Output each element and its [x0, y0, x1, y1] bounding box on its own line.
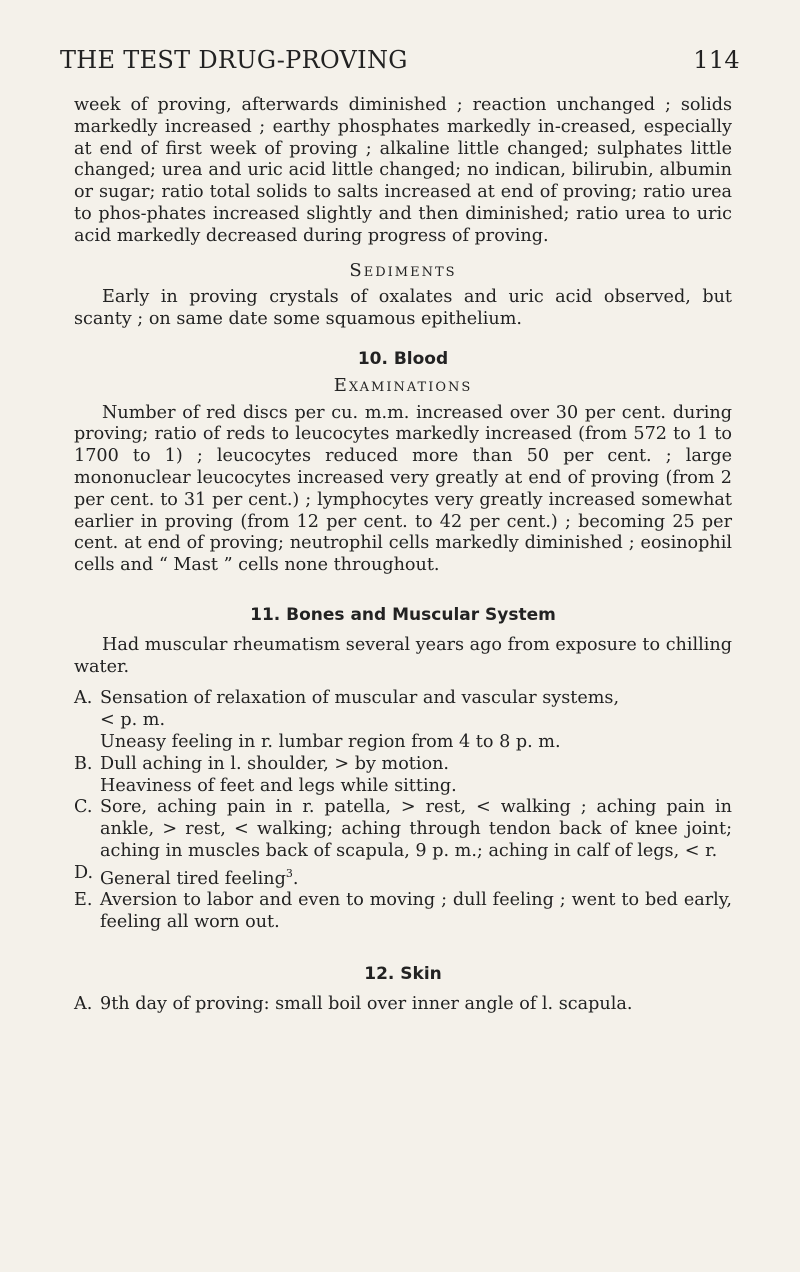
- footnote-marker: 3: [285, 866, 293, 880]
- bones-item-a-sub: < p. m.: [100, 710, 166, 731]
- running-header: [60, 46, 740, 82]
- sediments-paragraph: Early in proving crystals of oxalates and uric acid observed, but scanty ; on same date some squamous epithelium.: [74, 287, 732, 330]
- blood-heading: 10. Blood: [357, 348, 449, 369]
- page-body: [74, 95, 732, 1016]
- item-text: General tired feeling: [100, 868, 286, 889]
- item-text: Sensation of relaxation of muscular and vascular systems,: [100, 688, 620, 709]
- sediments-heading: Sediments: [349, 259, 457, 281]
- bones-item-d: [74, 863, 732, 891]
- bones-heading: 11. Bones and Muscular System: [250, 604, 556, 625]
- blood-paragraph: Number of red discs per cu. m.m. increased over 30 per cent. during proving; ratio of reds to leucocytes markedly increased (from 572 to 1 to 1700 to 1) ; leucocytes reduced more than 50 per cent. ; large mononuclear leucocytes increased very greatly at end of proving (from 2 per cent. to 31 per cent.) ; lymphocytes very greatly increased somewhat earlier in proving (from 12 per cent. to 42 per cent.) ; becoming 25 per cent. at end of proving; neutrophil cells markedly diminished ; eosinophil cells and “ Mast ” cells none throughout.: [74, 402, 732, 576]
- bones-uneasy-line: Uneasy feeling in r. lumbar region from 4 to 8 p. m.: [100, 731, 561, 752]
- item-text: 9th day of proving: small boil over inner angle of l. scapula.: [100, 993, 633, 1014]
- item-label: E.: [74, 890, 93, 911]
- item-label: A.: [74, 993, 93, 1014]
- running-title: THE TEST DRUG-PROVING: [60, 46, 408, 74]
- bones-item-b: [74, 754, 732, 776]
- item-label: A.: [74, 688, 93, 709]
- item-label: B.: [74, 753, 93, 774]
- intro-paragraph: week of proving, afterwards diminished ; reaction unchanged ; solids markedly increased ; earthy phosphates markedly in-creased, especially at end of first week of proving ; alkaline little changed; sulphates little changed; urea and uric acid little changed; no indican, bilirubin, albumin or sugar; ratio total solids to salts increased at end of proving; ratio urea to phos-phates increased slightly and then diminished; ratio urea to uric acid markedly decreased during progress of proving.: [74, 95, 732, 246]
- skin-heading: 12. Skin: [364, 963, 442, 984]
- skin-item-a: [74, 994, 732, 1016]
- item-text: Dull aching in l. shoulder, > by motion.: [100, 753, 449, 774]
- bones-item-a: [74, 688, 732, 710]
- item-label: D.: [74, 862, 94, 883]
- page-number: 114: [693, 46, 740, 74]
- bones-item-c: [74, 797, 732, 862]
- bones-item-b-sub: Heaviness of feet and legs while sitting.: [100, 775, 457, 796]
- item-text: Sore, aching pain in r. patella, > rest, < walking ; aching pain in ankle, > rest, < walking; aching through tendon back of knee joint; aching in muscles back of scapula, 9 p. m.; aching in calf of legs, < r.: [100, 797, 732, 861]
- examinations-heading: Examinations: [333, 374, 473, 396]
- item-label: C.: [74, 797, 93, 818]
- bones-item-e: [74, 890, 732, 934]
- item-text-end: .: [292, 868, 299, 889]
- item-text: Aversion to labor and even to moving ; dull feeling ; went to bed early, feeling all worn out.: [100, 890, 732, 933]
- bones-paragraph: Had muscular rheumatism several years ago from exposure to chilling water.: [74, 634, 732, 677]
